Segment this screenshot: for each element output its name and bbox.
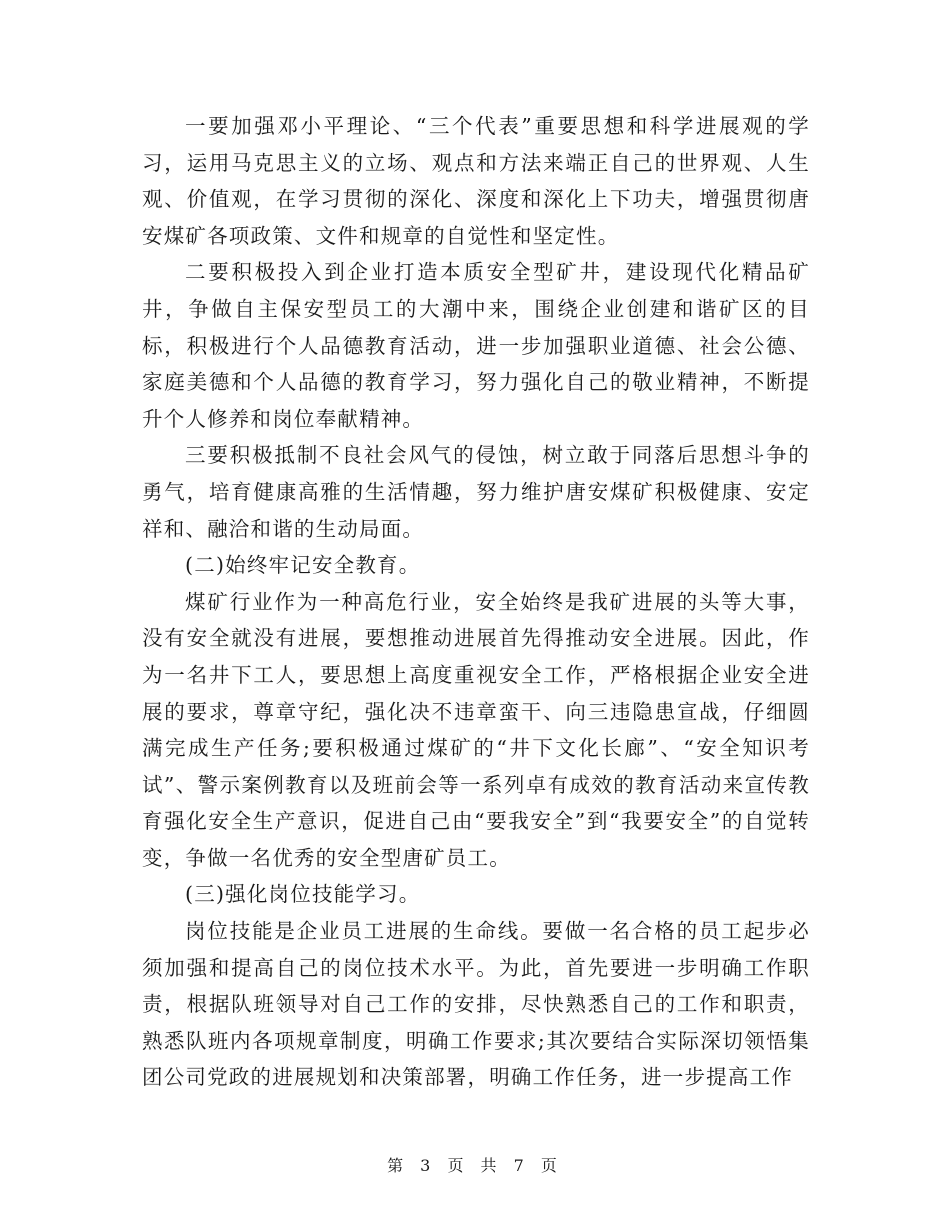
paragraph-safety-education: 煤矿行业作为一种高危行业，安全始终是我矿进展的头等大事，没有安全就没有进展，要想推动进展首先得推动安全进展。因此，作为一名井下工人，要思想上高度重视安全工作，严格根据企业安全进展的要求，尊章守纪，强化决不违章蛮干、向三违隐患宣战，仔细圆满完成生产任务;要积极通过煤矿的“井下文化长廊”、“安全知识考试”、警示案例教育以及班前会等一系列卓有成效的教育活动来宣传教育强化安全生产意识，促进自己由“要我安全”到“我要安全”的自觉转变，争做一名优秀的安全型唐矿员工。 (142, 589, 810, 870)
section-heading-safety-education: (二)始终牢记安全教育。 (185, 553, 421, 578)
paragraph-study-theory: 一要加强邓小平理论、“三个代表”重要思想和科学进展观的学习，运用马克思主义的立场、观点和方法来端正自己的世界观、人生观、价值观，在学习贯彻的深化、深度和深化上下功夫，增强贯彻唐安煤矿各项政策、文件和规章的自觉性和坚定性。 (142, 114, 810, 248)
paragraph-safe-mine: 二要积极投入到企业打造本质安全型矿井，建设现代化精品矿井，争做自主保安型员工的大潮中来，围绕企业创建和谐矿区的目标，积极进行个人品德教育活动，进一步加强职业道德、社会公德、家庭美德和个人品德的教育学习，努力强化自己的敬业精神，不断提升个人修养和岗位奉献精神。 (142, 260, 810, 431)
document-body (142, 108, 810, 1096)
paragraph-job-skills: 岗位技能是企业员工进展的生命线。要做一名合格的员工起步必须加强和提高自己的岗位技术水平。为此，首先要进一步明确工作职责，根据队班领导对自己工作的安排，尽快熟悉自己的工作和职责，熟悉队班内各项规章制度，明确工作要求;其次要结合实际深切领悟集团公司党政的进展规划和决策部署，明确工作任务，进一步提高工作 (142, 919, 810, 1090)
page-number-footer: 第 3 页 共 7 页 (387, 1156, 563, 1175)
section-heading-job-skills: (三)强化岗位技能学习。 (185, 882, 421, 907)
paragraph-resist-bad-customs: 三要积极抵制不良社会风气的侵蚀，树立敢于同落后思想斗争的勇气，培育健康高雅的生活情趣，努力维护唐安煤矿积极健康、安定祥和、融洽和谐的生动局面。 (142, 443, 810, 541)
